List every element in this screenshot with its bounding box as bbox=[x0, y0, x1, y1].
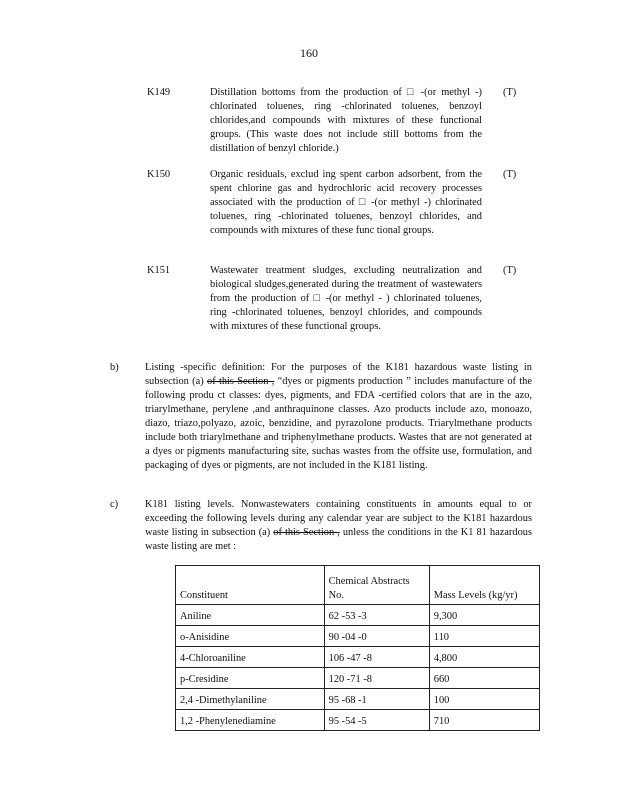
table-cell: 9,300 bbox=[429, 605, 539, 626]
table-header-row bbox=[176, 566, 540, 605]
table-row bbox=[176, 626, 540, 647]
table-cell: 62 -53 -3 bbox=[324, 605, 429, 626]
table-cell: 106 -47 -8 bbox=[324, 647, 429, 668]
paragraph-text-part: unless the conditions in the K1 81 hazardous waste listing are met : bbox=[145, 527, 533, 552]
table-cell: Aniline bbox=[176, 605, 325, 626]
paragraph-letter: c) bbox=[110, 499, 119, 510]
table-cell: 1,2 -Phenylenediamine bbox=[176, 710, 325, 731]
table-cell: 120 -71 -8 bbox=[324, 668, 429, 689]
paragraph-text-part: “dyes or pigments production ” includes manufacture of the following produ ct classes: dyes, pigments, and FDA -certified colors that are in the azo, triarylmethane, perylene ,and anthraquinone classes. Azo products include azo, monoazo, diazo, triazo,polyazo, azoic, benzidine, and pyrazolone products. Triarylmethane products include both triarylmethane and triphenylmethane products. Wastes that are not generated at a dyes or pigments manufacturing site, suchas wastes from the offsite use, formulation, and packaging of dyes or pigments, are not included in the K181 listing. bbox=[145, 376, 532, 471]
paragraph-text-part: Listing -specific definition: For the purposes of the K181 hazardous waste listing in subsection (a) bbox=[145, 362, 532, 387]
table-row bbox=[176, 605, 540, 626]
table-row bbox=[176, 668, 540, 689]
table-row bbox=[176, 710, 540, 731]
waste-code: K150 bbox=[147, 169, 171, 180]
waste-code: K151 bbox=[147, 265, 171, 276]
struck-text: of this Section , bbox=[273, 527, 340, 538]
table-cell: 95 -54 -5 bbox=[324, 710, 429, 731]
hazard-code: (T) bbox=[503, 265, 517, 276]
table-cell: 110 bbox=[429, 626, 539, 647]
table-cell: 95 -68 -1 bbox=[324, 689, 429, 710]
waste-description: Distillation bottoms from the production of □ -(or methyl -) chlorinated toluenes, ring -chlorinated toluenes, benzoyl chlorides,and compounds with mixtures of these functional groups. (This waste does not include still bottoms from the distillation of benzyl chloride.) bbox=[210, 87, 482, 154]
table-cell: 100 bbox=[429, 689, 539, 710]
listing-levels-table bbox=[175, 565, 540, 731]
column-header: Constituent bbox=[176, 566, 325, 605]
table-cell: p-Cresidine bbox=[176, 668, 325, 689]
table-cell: 90 -04 -0 bbox=[324, 626, 429, 647]
table-cell: 4-Chloroaniline bbox=[176, 647, 325, 668]
table-row bbox=[176, 689, 540, 710]
waste-code: K149 bbox=[147, 87, 171, 98]
table-cell: 2,4 -Dimethylaniline bbox=[176, 689, 325, 710]
waste-description: Organic residuals, exclud ing spent carbon adsorbent, from the spent chlorine gas and hydrochloric acid recovery processes associated with the production of □ -(or methyl -) chlorinated toluenes, ring -chlorinated toluenes, benzoyl chlorides, and compounds with mixtures of these func tional groups. bbox=[210, 169, 482, 236]
hazard-code: (T) bbox=[503, 169, 517, 180]
paragraph-text bbox=[145, 498, 532, 554]
table-cell: 710 bbox=[429, 710, 539, 731]
table-row bbox=[176, 647, 540, 668]
paragraph-text bbox=[145, 361, 532, 473]
paragraph-text-part: K181 listing levels. Nonwastewaters containing constituents in amounts equal to or exceeding the following levels during any calendar year are subject to the K181 hazardous waste listing in subsection (a) bbox=[145, 499, 532, 538]
page-number: 160 bbox=[300, 46, 318, 60]
table-cell: 660 bbox=[429, 668, 539, 689]
table-cell: o-Anisidine bbox=[176, 626, 325, 647]
column-header: Chemical Abstracts No. bbox=[324, 566, 429, 605]
waste-description: Wastewater treatment sludges, excluding neutralization and biological sludges,generated during the treatment of wastewaters from the production of □ -(or methyl - ) chlorinated toluenes, ring -chlorinated toluenes, benzoyl chlorides, and compounds with mixtures of these functional groups. bbox=[210, 265, 482, 332]
column-header: Mass Levels (kg/yr) bbox=[429, 566, 539, 605]
table-cell: 4,800 bbox=[429, 647, 539, 668]
paragraph-letter: b) bbox=[110, 362, 119, 373]
hazard-code: (T) bbox=[503, 87, 517, 98]
struck-text: of this Section , bbox=[207, 376, 275, 387]
